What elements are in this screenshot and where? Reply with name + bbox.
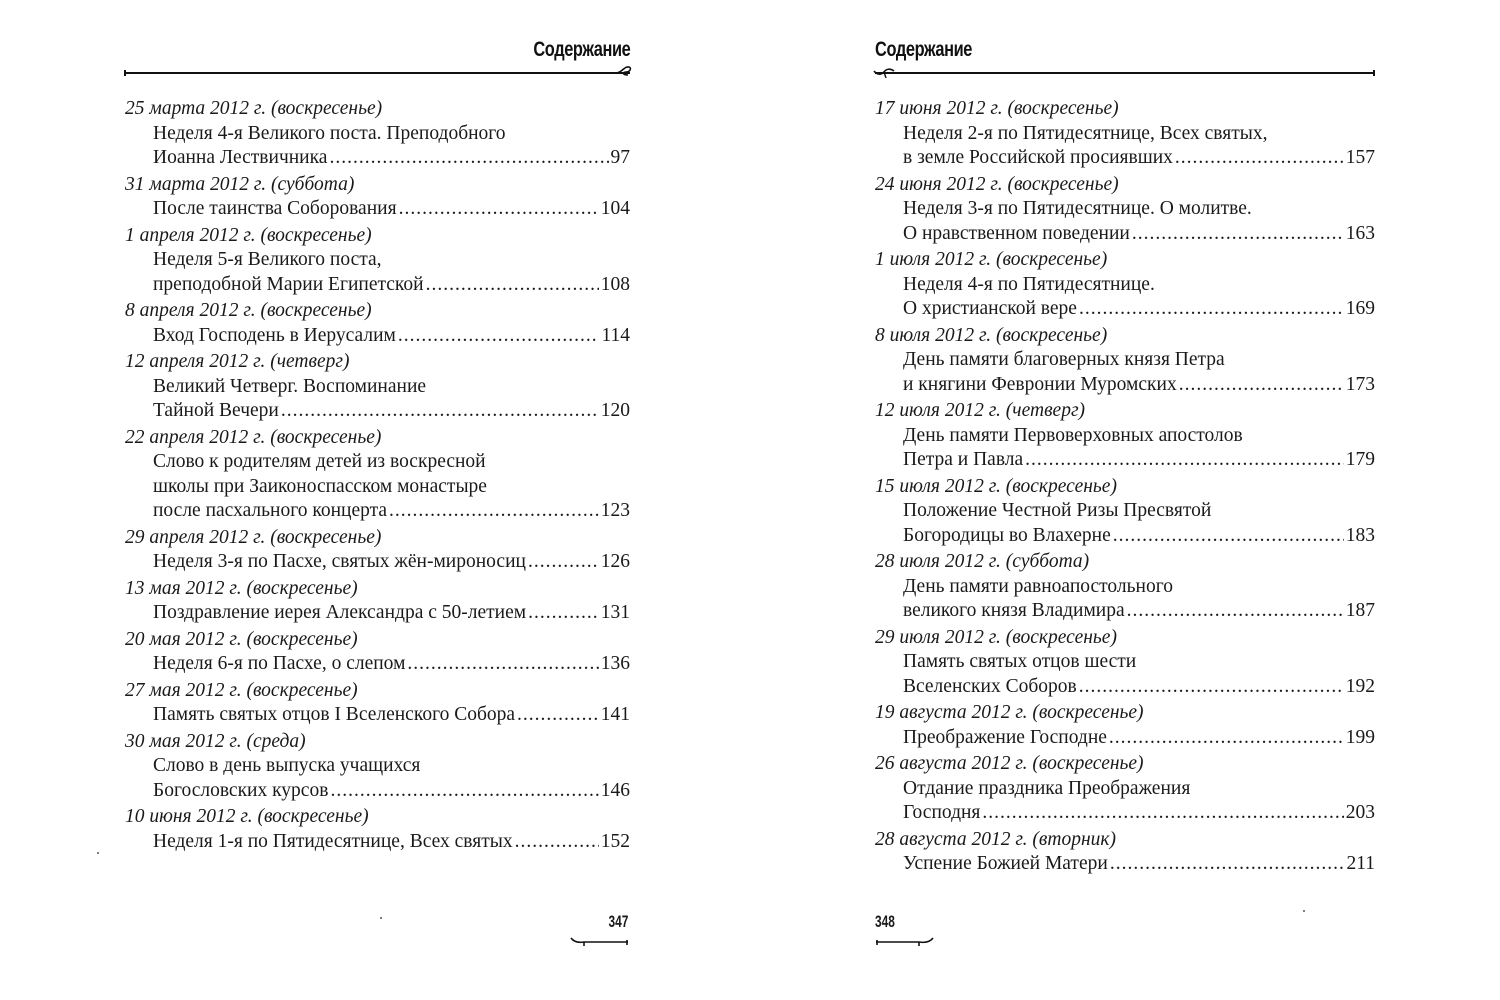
entry-page-number[interactable]: 126 (600, 551, 630, 572)
toc-entry[interactable] (125, 805, 630, 854)
entry-title-line: Великий Четверг. Воспоминание (153, 375, 427, 397)
entry-date: 10 июня 2012 г. (воскресенье) (125, 806, 369, 827)
entry-title-line (875, 297, 1375, 322)
entry-title-line (875, 801, 1375, 826)
entry-title-line: День памяти благоверных князя Петра (903, 349, 1225, 370)
toc-entry[interactable] (875, 97, 1375, 171)
entry-page-number[interactable]: 163 (1345, 222, 1375, 244)
entry-title-line (125, 779, 630, 804)
dot-leader (515, 830, 599, 855)
entry-title-line: Неделя 2-я по Пятидесятнице, Всех святых, (903, 122, 1268, 144)
entry-title-line (875, 675, 1375, 700)
entry-date: 12 апреля 2012 г. (четверг) (125, 351, 350, 372)
entry-title-line (875, 146, 1375, 171)
dot-leader (1109, 726, 1344, 751)
entry-title-text: Вселенских Соборов (903, 675, 1077, 697)
header-rule (125, 72, 630, 74)
print-speck (380, 917, 382, 919)
entry-title-line: Память святых отцов шести (903, 651, 1137, 672)
entry-title-line: Отдание праздника Преображения (903, 777, 1191, 799)
entry-date: 15 июля 2012 г. (воскресенье) (875, 475, 1117, 497)
entry-date: 13 мая 2012 г. (воскресенье) (125, 577, 358, 599)
entry-title-line: Положение Честной Ризы Пресвятой (903, 500, 1212, 521)
entry-title-text: О нравственном поведении (903, 222, 1130, 244)
entry-title-line: Слово в день выпуска учащихся (153, 755, 421, 776)
table-of-contents (125, 97, 630, 856)
toc-entry[interactable] (875, 626, 1375, 700)
entry-title-line (125, 652, 630, 677)
dot-leader (1079, 297, 1344, 322)
entry-title-line: школы при Заиконоспасском монастыре (153, 475, 487, 497)
entry-page-number[interactable]: 141 (600, 704, 630, 725)
entry-title-line: Неделя 3-я по Пятидесятнице. О молитве. (903, 198, 1252, 219)
entry-title-text: Тайной Вечери (153, 400, 279, 421)
entry-date: 27 мая 2012 г. (воскресенье) (125, 679, 358, 701)
entry-title-line (125, 703, 630, 728)
toc-entry[interactable] (125, 679, 630, 728)
entry-title-text: Петра и Павла (903, 449, 1024, 470)
toc-entry[interactable] (875, 828, 1375, 877)
entry-title-text: Богословских курсов (153, 779, 329, 801)
toc-entry[interactable] (875, 248, 1375, 322)
dot-leader (407, 652, 598, 677)
print-speck (1303, 910, 1305, 912)
toc-entry[interactable] (875, 701, 1375, 750)
entry-title-line (125, 146, 630, 171)
entry-page-number[interactable]: 157 (1345, 147, 1375, 168)
entry-title-line (875, 726, 1375, 751)
toc-entry[interactable] (125, 350, 630, 424)
entry-title-line: Неделя 4-я Великого поста. Преподобного (153, 122, 506, 144)
entry-date: 29 июля 2012 г. (воскресенье) (875, 626, 1117, 648)
entry-title-line (125, 273, 630, 298)
dot-leader (1179, 373, 1344, 398)
entry-title-text: Поздравление иерея Александра с 50-летием (153, 602, 527, 623)
right-page (875, 0, 1375, 1000)
dot-leader (1132, 222, 1344, 247)
entry-date: 1 апреля 2012 г. (воскресенье) (125, 224, 372, 246)
entry-page-number[interactable]: 131 (600, 602, 630, 623)
entry-title-line: День памяти Первоверховных апостолов (903, 424, 1243, 446)
dot-leader (528, 601, 599, 626)
entry-page-number[interactable]: 114 (601, 324, 630, 346)
entry-title-text: Богородицы во Влахерне (903, 524, 1111, 546)
entry-title-text: Преображение Господне (903, 726, 1107, 748)
entry-date: 24 июня 2012 г. (воскресенье) (875, 173, 1119, 195)
toc-entry[interactable] (125, 628, 630, 677)
entry-page-number[interactable]: 104 (600, 198, 630, 219)
entry-title-text: Успение Божией Матери (903, 853, 1108, 874)
entry-page-number[interactable]: 211 (1346, 853, 1375, 874)
toc-entry[interactable] (875, 475, 1375, 549)
entry-page-number[interactable]: 179 (1345, 449, 1375, 470)
dot-leader (426, 273, 599, 298)
entry-title-text: преподобной Марии Египетской (153, 273, 424, 295)
running-head: Содержание (532, 38, 630, 61)
entry-page-number[interactable]: 152 (600, 830, 630, 852)
entry-page-number[interactable]: 192 (1345, 675, 1375, 697)
entry-page-number[interactable]: 123 (600, 500, 630, 521)
page-number: 347 (608, 912, 628, 931)
dot-leader (329, 146, 608, 171)
entry-title-line (125, 499, 630, 524)
entry-date: 28 июля 2012 г. (суббота) (875, 551, 1090, 572)
entry-date: 25 марта 2012 г. (воскресенье) (125, 98, 383, 119)
entry-title-line (875, 448, 1375, 473)
entry-title-line (125, 197, 630, 222)
entry-page-number[interactable]: 187 (1345, 600, 1375, 621)
folio-bracket-ornament-icon (570, 934, 630, 948)
entry-date: 22 апреля 2012 г. (воскресенье) (125, 426, 382, 448)
folio-bracket-ornament-icon (875, 934, 935, 948)
entry-date: 30 мая 2012 г. (среда) (125, 730, 306, 752)
entry-title-text: Неделя 6-я по Пасхе, о слепом (153, 653, 406, 674)
entry-title-line (875, 524, 1375, 549)
dot-leader (1025, 448, 1344, 473)
toc-entry[interactable] (875, 752, 1375, 826)
dot-leader (1175, 146, 1344, 171)
page-number: 348 (875, 912, 895, 931)
entry-title-text: Иоанна Лествичника (153, 147, 328, 168)
entry-title-text: О христианской вере (903, 298, 1077, 319)
entry-title-text: и княгини Февронии Муромских (903, 373, 1177, 395)
dot-leader (389, 499, 599, 524)
dot-leader (330, 779, 598, 804)
toc-entry[interactable] (125, 299, 630, 348)
entry-date: 19 августа 2012 г. (воскресенье) (875, 702, 1144, 723)
rule-end-tick-icon (1371, 70, 1377, 78)
toc-entry[interactable] (125, 224, 630, 298)
print-speck (97, 852, 99, 854)
entry-title-line (125, 830, 630, 855)
rule-end-tick-icon (123, 70, 129, 78)
header-rule (875, 72, 1375, 74)
entry-title-line (875, 222, 1375, 247)
toc-entry[interactable] (125, 97, 630, 171)
dot-leader (398, 324, 600, 349)
entry-title-line (875, 373, 1375, 398)
entry-title-text: Память святых отцов I Вселенского Собора (153, 704, 516, 725)
entry-title-text: Господня (903, 802, 981, 823)
entry-title-line: День памяти равноапостольного (903, 575, 1173, 597)
dot-leader (528, 550, 599, 575)
entry-page-number[interactable]: 120 (600, 400, 630, 421)
entry-date: 8 апреля 2012 г. (воскресенье) (125, 300, 372, 321)
entry-title-line (875, 599, 1375, 624)
entry-title-text: в земле Российской просиявших (903, 147, 1173, 168)
running-head: Содержание (875, 38, 973, 61)
entry-page-number[interactable]: 97 (610, 147, 630, 168)
dot-leader (281, 399, 599, 424)
entry-date: 12 июля 2012 г. (четверг) (875, 400, 1086, 421)
toc-entry[interactable] (125, 730, 630, 804)
entry-date: 17 июня 2012 г. (воскресенье) (875, 98, 1119, 119)
toc-entry[interactable] (875, 550, 1375, 624)
entry-title-line: Слово к родителям детей из воскресной (153, 451, 486, 472)
flourish-ornament-icon (614, 62, 634, 78)
entry-title-line (125, 601, 630, 626)
dot-leader (982, 801, 1343, 826)
dot-leader (1113, 524, 1344, 549)
dot-leader (1127, 599, 1344, 624)
toc-entry[interactable] (125, 577, 630, 626)
entry-page-number[interactable]: 136 (600, 653, 630, 674)
toc-entry[interactable] (125, 426, 630, 524)
entry-page-number[interactable]: 183 (1345, 524, 1375, 546)
entry-title-text: великого князя Владимира (903, 600, 1125, 621)
toc-entry[interactable] (875, 399, 1375, 473)
toc-entry[interactable] (125, 173, 630, 222)
entry-page-number[interactable]: 173 (1345, 373, 1375, 395)
entry-title-line (125, 324, 630, 349)
entry-page-number[interactable]: 199 (1345, 726, 1375, 748)
entry-title-line: Неделя 5-я Великого поста, (153, 249, 382, 270)
dot-leader (1079, 675, 1344, 700)
entry-page-number[interactable]: 108 (600, 273, 630, 295)
dot-leader (399, 197, 599, 222)
toc-entry[interactable] (875, 324, 1375, 398)
entry-page-number[interactable]: 169 (1345, 298, 1375, 319)
entry-page-number[interactable]: 203 (1345, 802, 1375, 823)
entry-date: 29 апреля 2012 г. (воскресенье) (125, 526, 382, 548)
entry-title-text: Вход Господень в Иерусалим (153, 324, 396, 346)
entry-date: 20 мая 2012 г. (воскресенье) (125, 628, 358, 650)
entry-page-number[interactable]: 146 (600, 779, 630, 801)
toc-entry[interactable] (125, 526, 630, 575)
entry-title-line: Неделя 4-я по Пятидесятнице. (903, 273, 1155, 295)
table-of-contents (875, 97, 1375, 879)
entry-title-line (125, 399, 630, 424)
entry-title-text: После таинства Соборования (153, 198, 397, 219)
toc-entry[interactable] (875, 173, 1375, 247)
dot-leader (517, 703, 599, 728)
entry-title-line (125, 550, 630, 575)
dot-leader (1110, 852, 1345, 877)
entry-date: 1 июля 2012 г. (воскресенье) (875, 249, 1108, 270)
entry-date: 26 августа 2012 г. (воскресенье) (875, 753, 1144, 774)
left-page (125, 0, 630, 1000)
entry-date: 8 июля 2012 г. (воскресенье) (875, 324, 1108, 346)
entry-date: 31 марта 2012 г. (суббота) (125, 173, 355, 195)
entry-title-line (875, 852, 1375, 877)
entry-title-text: Неделя 1-я по Пятидесятнице, Всех святых (153, 830, 513, 852)
entry-title-text: после пасхального концерта (153, 500, 388, 521)
entry-date: 28 августа 2012 г. (вторник) (875, 828, 1117, 850)
flourish-ornament-icon (872, 62, 898, 82)
entry-title-text: Неделя 3-я по Пасхе, святых жён-мироносиц (153, 551, 526, 572)
